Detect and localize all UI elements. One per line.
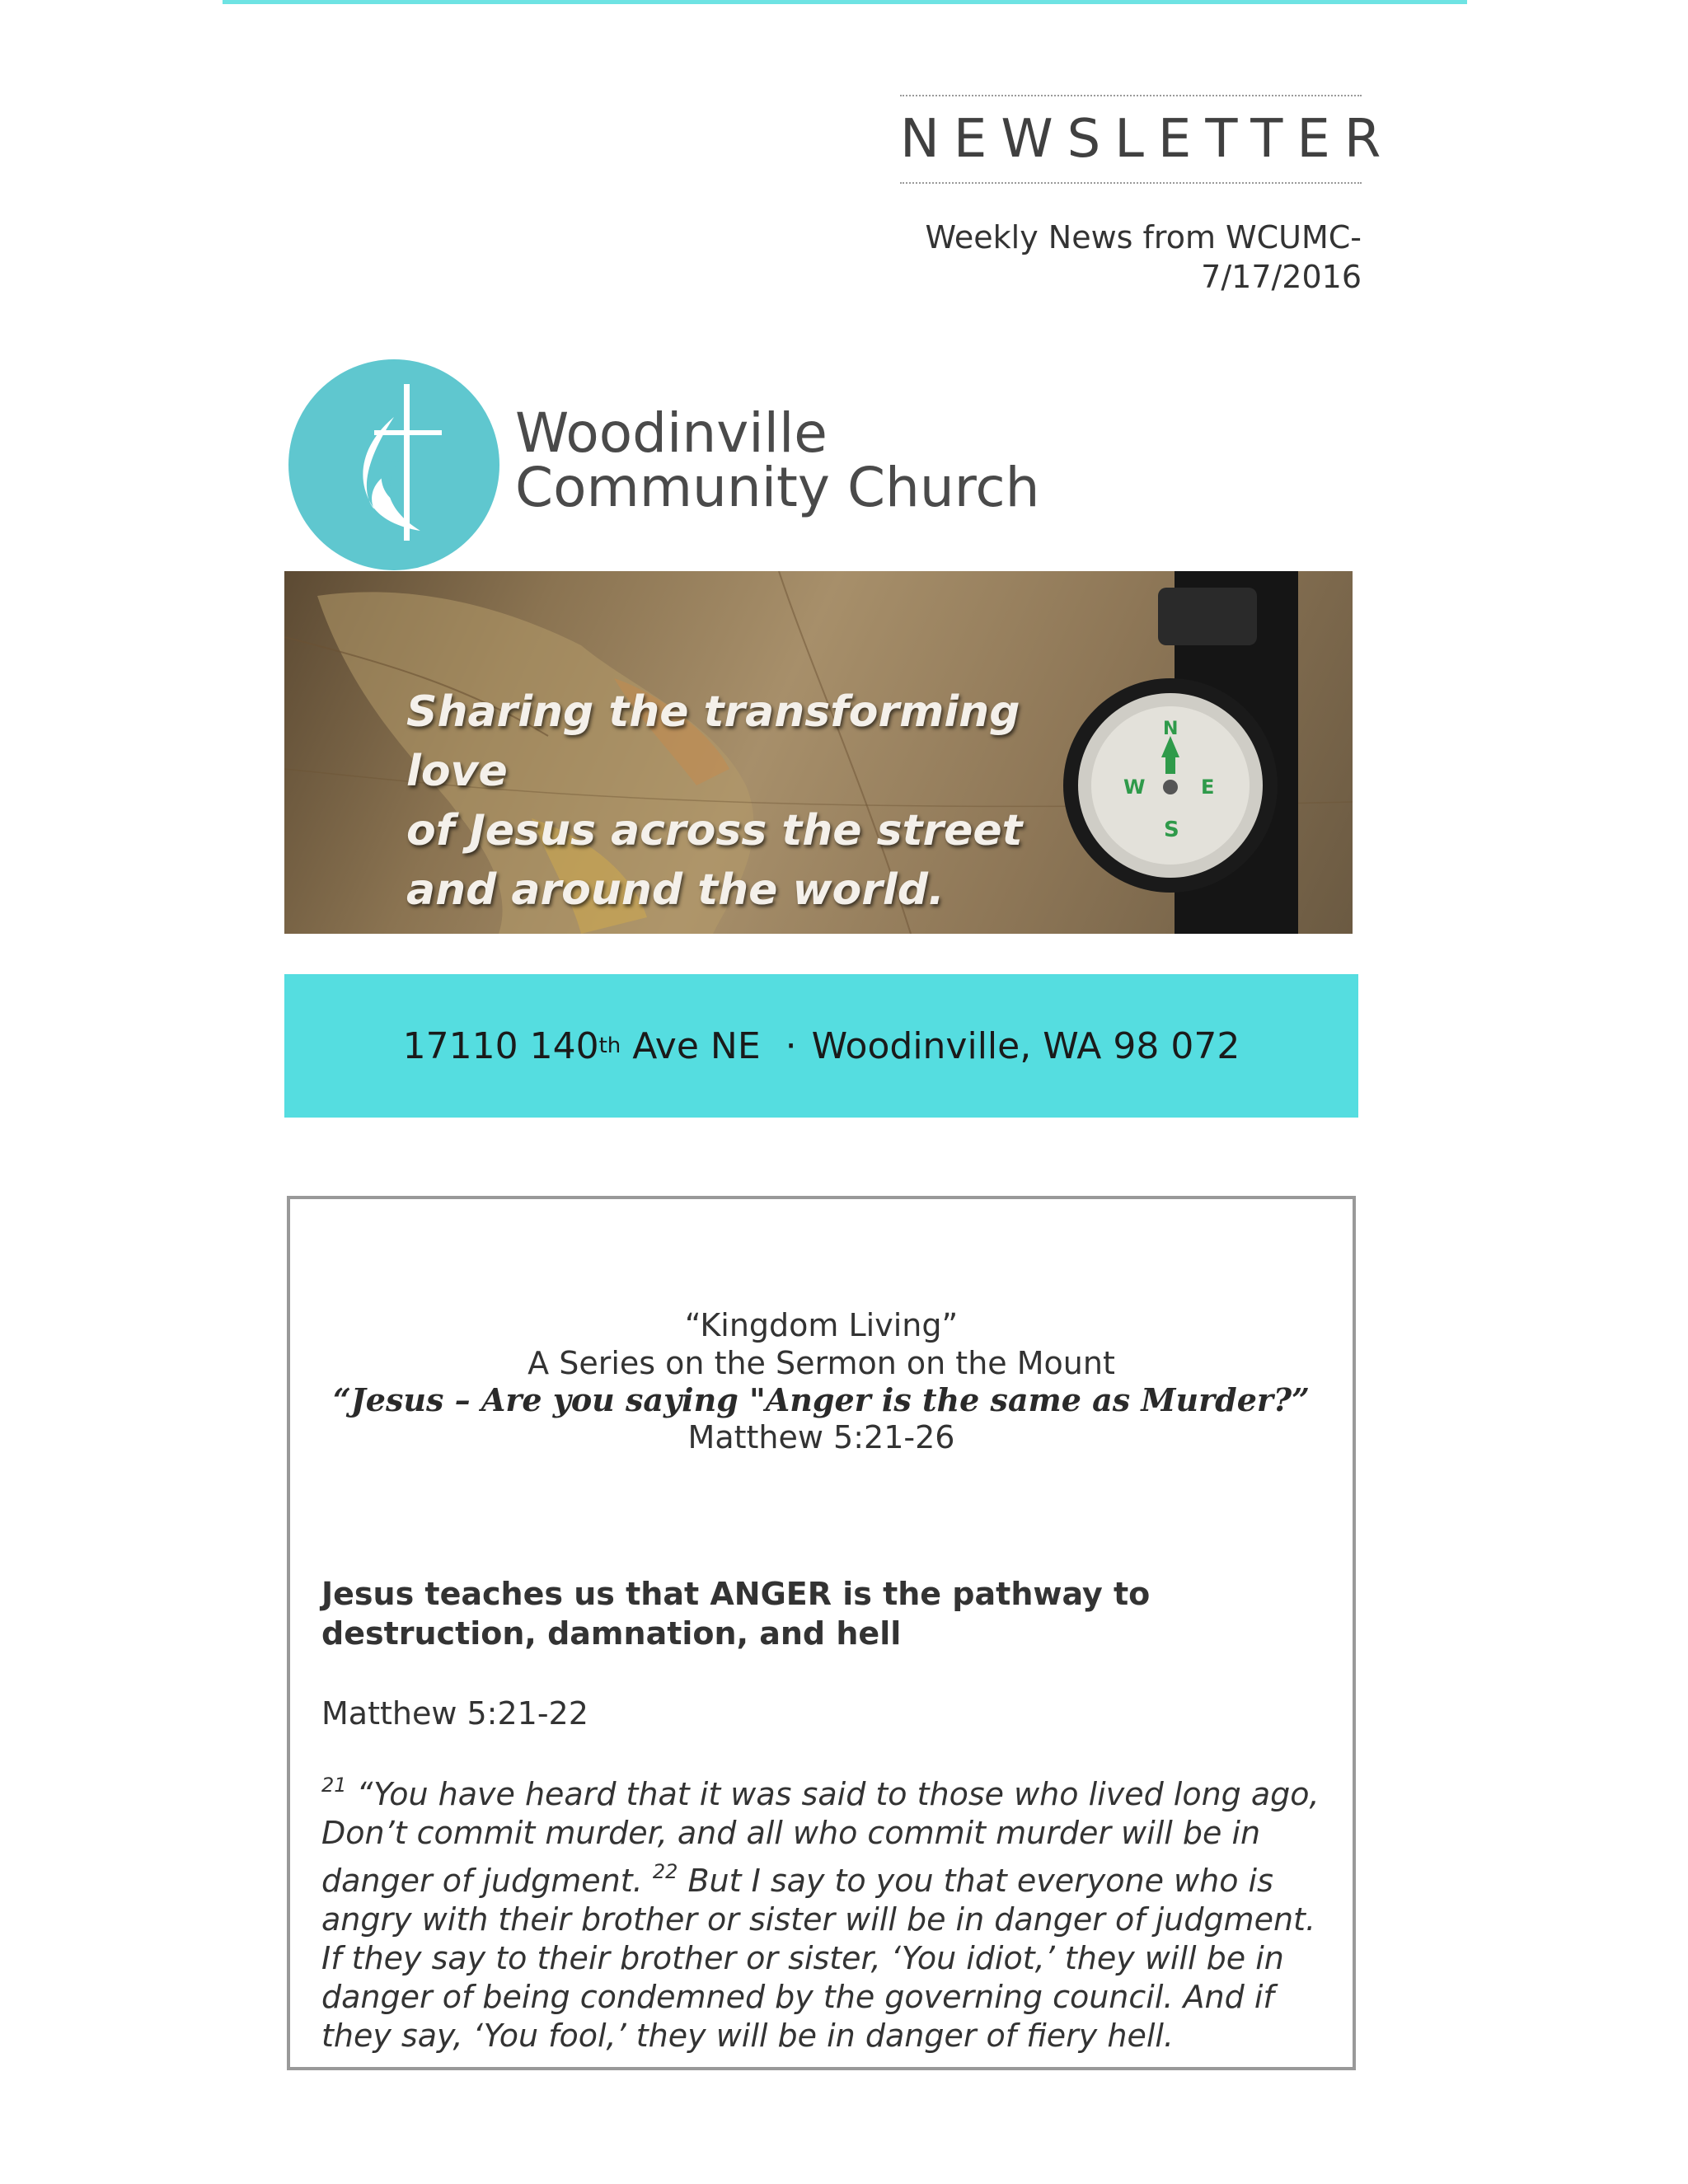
compass-letter-e: E: [1201, 776, 1215, 799]
verse-21-text: “You have heard that it was said to those who lived long ago, Don’t commit murder, and all who commit murder will be in danger of judgment.: [321, 1776, 1320, 1899]
address-separator: ·: [785, 1024, 797, 1067]
compass-letter-s: S: [1164, 818, 1179, 842]
city-state-zip: Woodinville, WA 98 072: [811, 1024, 1240, 1067]
church-logo-icon: [288, 359, 499, 570]
mission-statement: [406, 682, 1132, 920]
ordinal-suffix: th: [598, 1033, 621, 1058]
verse-number-22: 22: [652, 1860, 678, 1883]
sermon-scripture-reference: Matthew 5:21-26: [687, 1419, 955, 1455]
church-name-line1: Woodinville: [515, 401, 828, 465]
compass-letter-n: N: [1163, 719, 1179, 739]
masthead: [900, 95, 1395, 184]
compass-letter-w: W: [1123, 776, 1146, 799]
verse-number-21: 21: [321, 1774, 347, 1797]
mission-banner-image: [284, 571, 1353, 934]
church-name: [515, 401, 1109, 519]
church-name-line2: Community Church: [515, 456, 1040, 519]
top-accent-rule: [223, 0, 1467, 4]
weekly-news-line1: Weekly News from WCUMC-: [925, 219, 1362, 255]
sermon-point-heading: Jesus teaches us that ANGER is the pathway to destruction, damnation, and hell: [321, 1576, 1151, 1652]
verse-22-text: But I say to you that everyone who is angry with their brother or sister will be in danger of judgment. If they say to their brother or sister, ‘You idiot,’ they will be in danger of being condemned by the governing council. And if they say, ‘You fool,’ they will be in danger of fiery hell.: [321, 1863, 1316, 2054]
weekly-news-heading: [851, 218, 1362, 297]
scripture-passage: [321, 1766, 1327, 2055]
mission-line3: and around the world.: [406, 865, 945, 915]
mission-line1: Sharing the transforming love: [406, 687, 1020, 796]
street-number: 17110 140: [402, 1024, 599, 1067]
series-name: “Kingdom Living”: [684, 1307, 959, 1343]
newsletter-date: 7/17/2016: [1201, 259, 1362, 295]
sermon-title: “Jesus – Are you saying "Anger is the same as Murder?”: [332, 1381, 1311, 1418]
series-subtitle: A Series on the Sermon on the Mount: [528, 1345, 1115, 1381]
masthead-title: NEWSLETTER: [900, 109, 1395, 170]
church-address-bar: [284, 974, 1358, 1118]
mission-line2: of Jesus across the street: [406, 806, 1023, 855]
street-name: Ave NE: [621, 1024, 761, 1067]
cross-and-flame-icon: [288, 359, 499, 570]
passage-reference: Matthew 5:21-22: [321, 1695, 588, 1732]
sermon-box: [287, 1196, 1356, 2070]
